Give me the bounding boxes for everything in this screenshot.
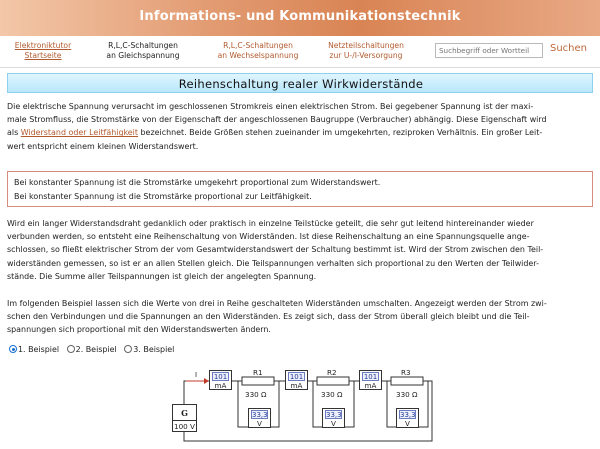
voltmeter-3 [396,408,419,428]
resistor-r3 [391,377,423,385]
series-circuit-paragraph [7,217,593,283]
nav-item-ac-circuits[interactable] [212,41,304,61]
intro-line [7,126,593,139]
resistor-r2-name: R2 [327,368,337,377]
resistor-r1 [242,377,274,385]
ammeter-display: 101 [213,373,228,381]
ammeter-1 [209,370,232,390]
example-label: 2. Beispiel [75,345,117,354]
example-label: 1. Beispiel [18,345,60,354]
voltmeter-wire [271,381,279,427]
intro-line: Die elektrische Spannung verursacht im geschlossenen Stromkreis einen elektrischen Strom. Bei gegebener Spannung ist der maxi- [7,102,534,111]
paragraph-line: Wird ein langer Widerstandsdraht gedanklich oder praktisch in einzelne Teilstücke geteilt, die sehr gut leitend hintereinander wieder [7,219,534,228]
nav-item-power-supply[interactable] [320,41,412,61]
radio-icon[interactable] [124,345,132,353]
nav-item-home-line2: Startseite [24,51,62,60]
nav-item-ac-line1: R,L,C-Schaltungen [223,41,293,50]
voltmeter-display: 33,3 [326,411,342,419]
nav-item-home[interactable] [10,41,76,61]
paragraph-line: stände. Die Summe aller Teilspannungen ist gleich der angelegten Spannung. [7,271,317,281]
site-title: Informations- und Kommunikationstechnik [139,9,461,24]
paragraph-line: verbunden werden, so entsteht eine Reihenschaltung von Widerständen. Ist diese Reihenschaltung an eine Spannungsquelle ange- [7,232,530,242]
voltmeter-2 [322,408,345,428]
example-option-2[interactable] [67,345,117,354]
example-option-3[interactable] [124,345,174,354]
rule-box [7,171,593,207]
resistance-conductance-link[interactable]: Widerstand oder Leitfähigkeit [20,128,138,138]
search-input[interactable] [435,43,543,58]
nav-item-psu-line2: zur U-/I-Versorgung [329,51,403,60]
ammeter-unit: mA [364,381,377,390]
page-title-bar [7,73,593,93]
example-option-1[interactable] [9,345,59,354]
voltmeter-wire [313,381,322,427]
ammeter-unit: mA [290,381,303,390]
voltmeter-wire [419,381,428,427]
example-label: 3. Beispiel [133,345,175,354]
resistor-r2 [317,377,349,385]
intro-text: bezeichnet. Beide Größen stehen zueinander im umgekehrten, reziproken Verhältnis. Ein großer Leit- [138,128,543,138]
paragraph-line: Im folgenden Beispiel lassen sich die Werte von drei in Reihe geschalteten Widerständen umschalten. Angezeigt werden der Strom zwi- [7,299,547,308]
nav-item-dc-circuits[interactable] [100,41,186,61]
current-label: I [195,371,198,379]
ammeter-2 [285,370,308,390]
paragraph-line: schen den Verbindungen und die Spannungen an den Widerständen. Es zeigt sich, dass der Strom überall gleich bleibt und die Teil- [7,312,530,322]
intro-text: als [7,128,21,138]
voltmeter-wire [345,381,354,427]
paragraph-line: schlossen, so fließt elektrischer Strom der vom Gesamtwiderstandswert der Schaltung bestimmt ist. Wird der Strom zwischen den Teil- [7,245,544,255]
voltage-generator [172,404,197,432]
nav-item-psu-line1: Netzteilschaltungen [328,41,404,50]
nav-item-dc-line2: an Gleichspannung [106,51,180,60]
ammeter-3 [359,370,382,390]
resistor-r3-value: 330 Ω [396,390,418,399]
rule-line-1: Bei konstanter Spannung ist die Stromstärke umgekehrt proportional zum Widerstandswert. [14,178,381,187]
intro-line: male Stromfluss, die Stromstärke von der Eigenschaft der angeschlossenen Baugruppe (Verbraucher) abhängig. Diese Eigenschaft wird [7,115,547,125]
nav-item-home-line1: Elektroniktutor [14,41,72,50]
radio-selected-icon[interactable] [9,345,17,353]
example-paragraph [7,297,593,337]
resistor-r1-name: R1 [253,368,263,377]
ammeter-unit: mA [214,381,227,390]
resistor-r2-value: 330 Ω [321,390,343,399]
nav-item-dc-line1: R,L,C-Schaltungen [108,41,178,50]
search-button[interactable]: Suchen [550,43,588,54]
voltmeter-unit: V [257,419,262,428]
intro-paragraph [7,100,593,153]
nav-item-ac-line2: an Wechselspannung [217,51,299,60]
voltmeter-unit: V [331,419,336,428]
paragraph-line: widerständen gemessen, so ist er an allen Stellen gleich. Die Teilspannungen verhalten sich proportional zu den Werten der Teilwider- [7,258,539,268]
generator-voltage: 100 V [174,422,195,431]
voltmeter-display: 33,3 [252,411,268,419]
voltmeter-wire [387,381,396,427]
paragraph-line: spannungen sich proportional mit den Widerstandswerten ändern. [7,325,271,335]
site-banner [0,0,600,36]
voltmeter-wire [238,381,248,427]
circuit-wires [184,381,432,441]
resistor-r1-value: 330 Ω [245,390,267,399]
resistor-r3-name: R3 [401,368,411,377]
voltmeter-1 [248,408,271,428]
voltmeter-display: 33,3 [400,411,416,419]
ammeter-display: 101 [363,373,378,381]
intro-line: wert entspricht einem kleinen Widerstandswert. [7,141,199,151]
page-title: Reihenschaltung realer Wirkwiderstände [178,77,424,91]
radio-icon[interactable] [67,345,75,353]
ammeter-display: 101 [289,373,304,381]
rule-line-2: Bei konstanter Spannung ist die Stromstärke proportional zur Leitfähigkeit. [14,192,312,201]
voltmeter-unit: V [405,419,410,428]
example-selector [9,345,179,357]
wire-left-top [184,381,209,404]
generator-symbol: G [173,408,196,421]
wire-return [184,381,432,441]
